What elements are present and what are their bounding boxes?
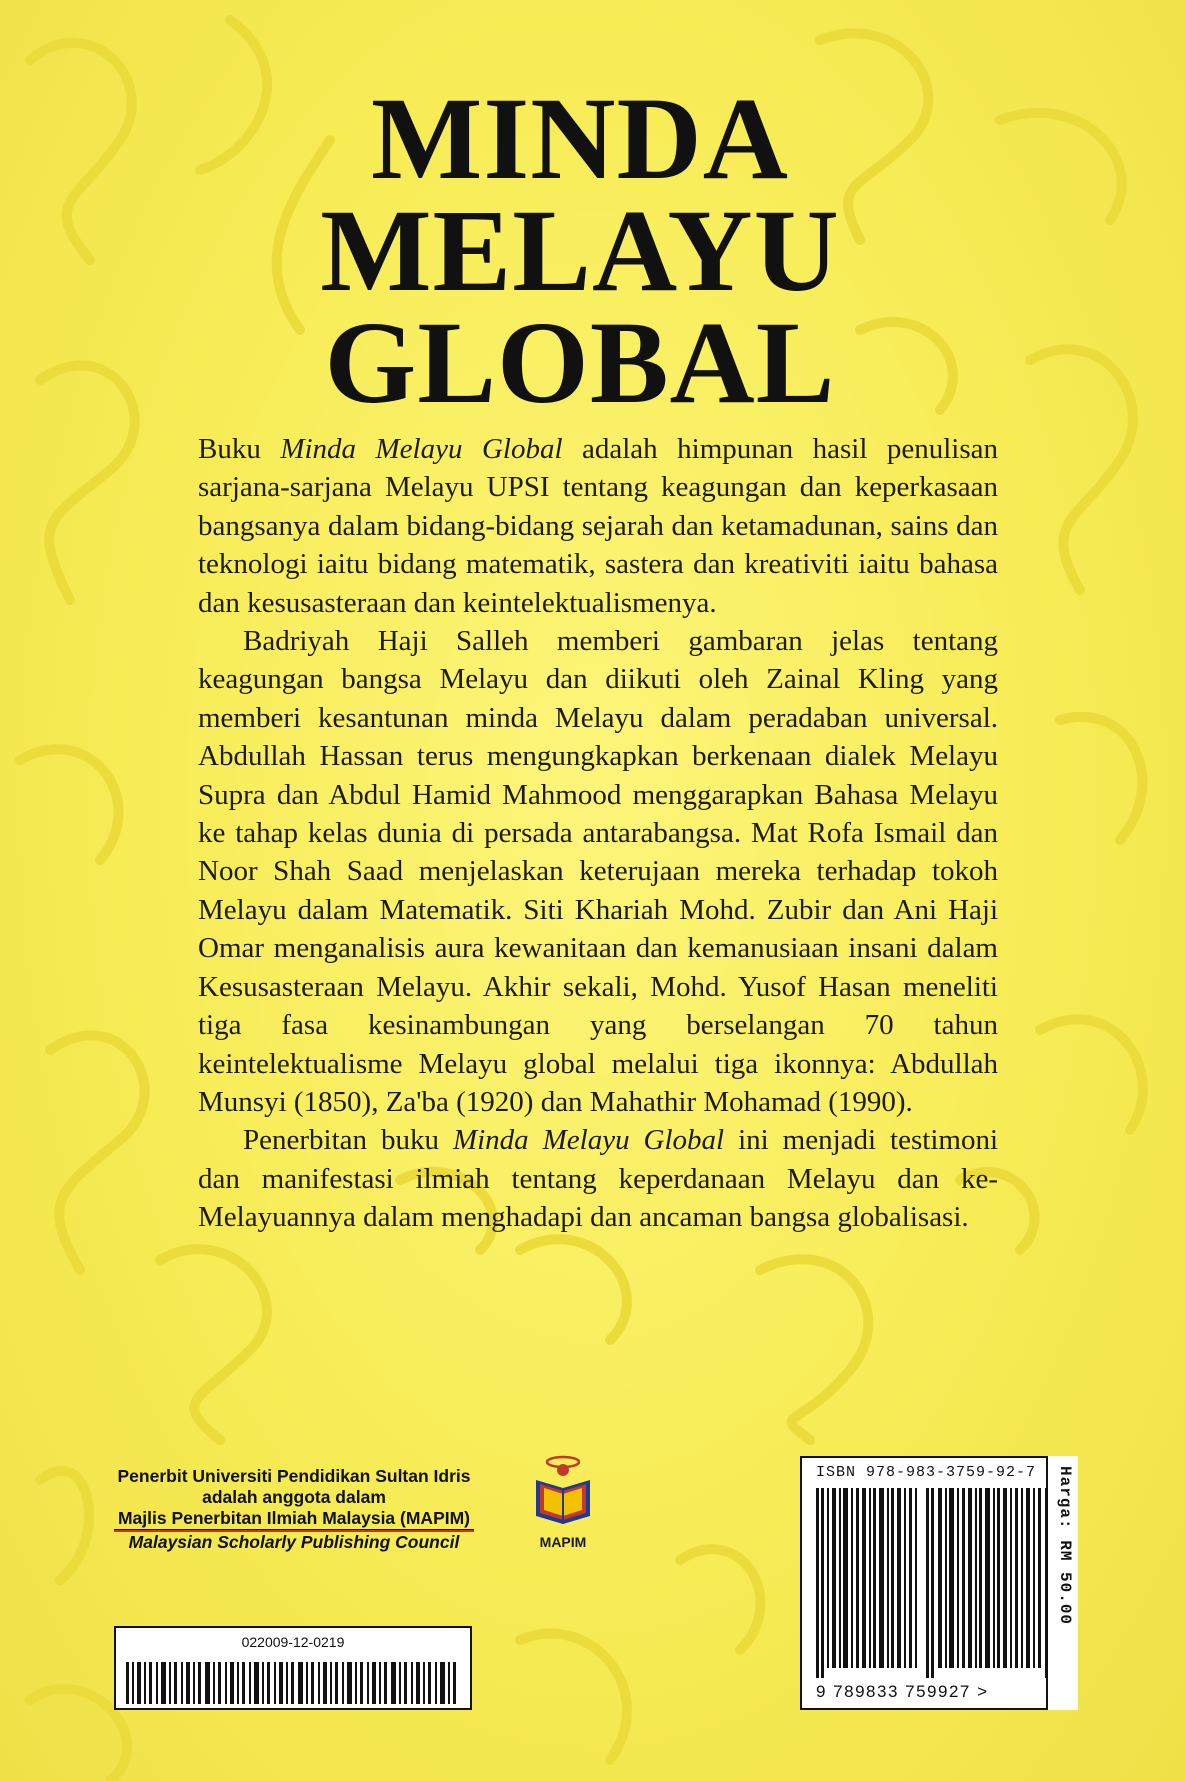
- isbn-barcode-digits: 9 789833 759927 >: [816, 1682, 989, 1701]
- paragraph-1-book-title: Minda Melayu Global: [280, 433, 563, 465]
- publisher-council: Majlis Penerbitan Ilmiah Malaysia (MAPIM): [114, 1508, 474, 1530]
- title-line-3: GLOBAL: [324, 297, 836, 428]
- publisher-membership: adalah anggota dalam: [202, 1487, 386, 1507]
- publisher-info: [114, 1466, 474, 1553]
- mapim-label: MAPIM: [539, 1534, 587, 1550]
- inventory-barcode: [114, 1626, 472, 1710]
- paragraph-3-rest: ini menjadi testimoni dan manifestasi ilmiah tentang keperdanaan Melayu dan ke-Melayuannya dalam menghadapi dan ancaman bangsa globalisasi.: [198, 1124, 998, 1234]
- publisher-council-english: Malaysian Scholarly Publishing Council: [114, 1530, 474, 1553]
- isbn-barcode: [800, 1456, 1078, 1710]
- description-paragraph-3: [198, 1121, 998, 1236]
- isbn-number: ISBN 978-983-3759-92-7: [816, 1464, 1037, 1481]
- price-label: Harga: RM 50.00: [1056, 1466, 1074, 1626]
- description-paragraph-2: Badriyah Haji Salleh memberi gambaran jelas tentang keagungan bangsa Melayu dan diikuti oleh Zainal Kling yang memberi kesantunan minda Melayu dalam peradaban universal. Abdullah Hassan terus mengungkapkan berkenaan dialek Melayu Supra dan Abdul Hamid Mahmood menggarapkan Bahasa Melayu ke tahap kelas dunia di persada antarabangsa. Mat Rofa Ismail dan Noor Shah Saad menjelaskan keterujaan mereka terhadap tokoh Melayu dalam Matematik. Siti Khariah Mohd. Zubir dan Ani Haji Omar menganalisis aura kewanitaan dan kemanusiaan insani dalam Kesusasteraan Melayu. Akhir sekali, Mohd. Yusof Hasan meneliti tiga fasa kesinambungan yang berselangan 70 tahun keintelektualisme Melayu global melalui tiga ikonnya: Abdullah Munsyi (1850), Za'ba (1920) dan Mahathir Mohamad (1990).: [198, 625, 998, 1118]
- paragraph-1-start: Buku: [198, 433, 281, 465]
- isbn-barcode-bars: [816, 1488, 1056, 1678]
- mapim-book-logo-icon: [528, 1450, 598, 1530]
- book-description: [198, 430, 998, 1237]
- title-line-1: MINDA: [371, 73, 789, 204]
- publisher-name: Penerbit Universiti Pendidikan Sultan Idris: [117, 1466, 471, 1486]
- title-line-2: MELAYU: [320, 185, 840, 316]
- mapim-logo: [528, 1450, 598, 1550]
- inventory-barcode-bars: [126, 1662, 460, 1704]
- inventory-code: 022009-12-0219: [241, 1634, 345, 1650]
- paragraph-1-rest: adalah himpunan hasil penulisan sarjana-sarjana Melayu UPSI tentang keagungan dan keperkasaan bangsanya dalam bidang-bidang sejarah dan ketamadunan, sains dan teknologi iaitu bidang matematik, sastera dan kreativiti iaitu bahasa dan kesusasteraan dan keintelektualismenya.: [198, 433, 998, 619]
- paragraph-3-start: Penerbitan buku: [243, 1124, 453, 1157]
- book-title: [300, 73, 860, 428]
- paragraph-3-book-title: Minda Melayu Global: [452, 1124, 725, 1157]
- description-paragraph-1: [198, 430, 998, 622]
